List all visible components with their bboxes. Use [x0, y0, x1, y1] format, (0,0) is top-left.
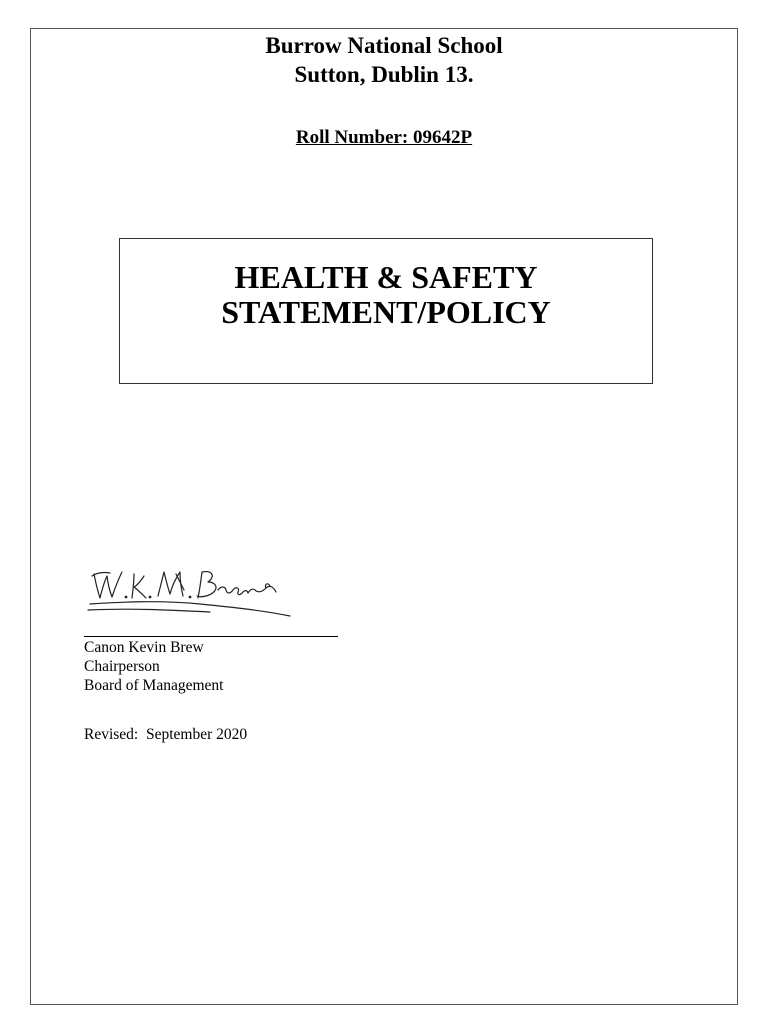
- signature-line: [84, 636, 338, 637]
- title-line-1: HEALTH & SAFETY: [234, 259, 538, 295]
- title-box: [119, 238, 653, 384]
- signatory-name: Canon Kevin Brew: [84, 639, 204, 656]
- title-line-2: STATEMENT/POLICY: [221, 294, 551, 330]
- signatory-board: Board of Management: [84, 677, 224, 694]
- school-address: Sutton, Dublin 13.: [294, 62, 474, 87]
- handwritten-signature: [80, 560, 300, 624]
- page-border: [30, 28, 738, 1005]
- roll-number: Roll Number: 09642P: [295, 127, 473, 148]
- revision-date: Revised: September 2020: [84, 726, 248, 743]
- school-name: Burrow National School: [265, 33, 503, 58]
- signatory-role: Chairperson: [84, 658, 160, 675]
